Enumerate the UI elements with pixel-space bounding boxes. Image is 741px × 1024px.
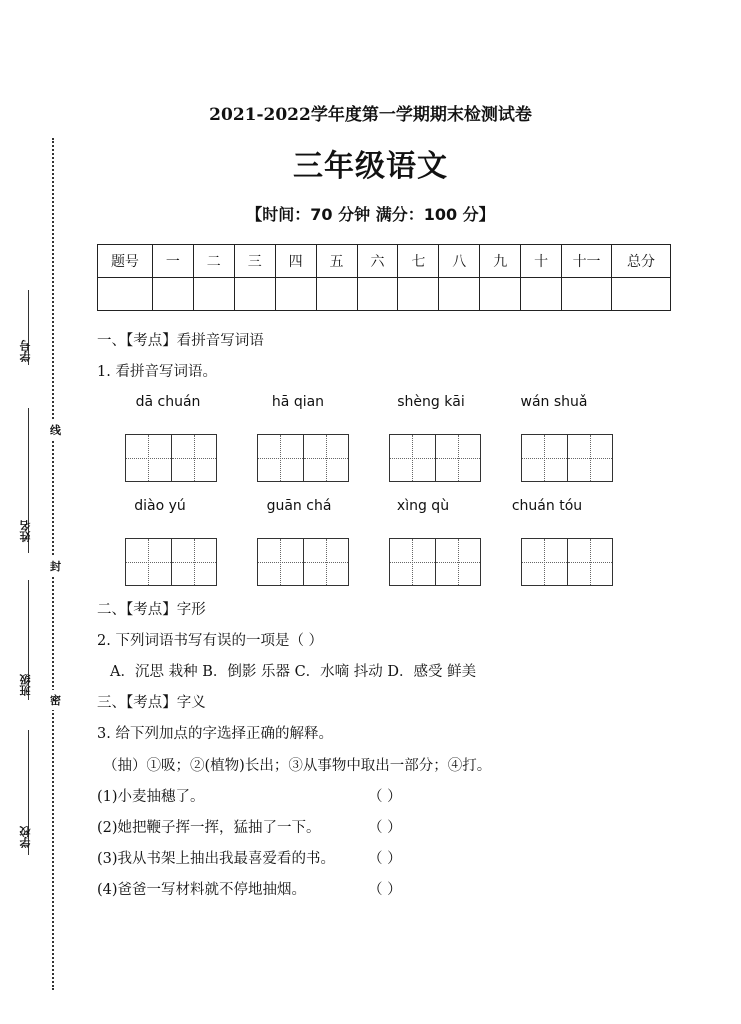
item-sentence: (2)她把鞭子挥一挥，猛抽了一下。: [97, 820, 321, 836]
section3-heading: 三、【考点】字义: [97, 695, 206, 711]
pinyin-label: xìng qù: [396, 498, 450, 514]
header-cell: 十: [521, 245, 562, 278]
header-cell: 八: [439, 245, 480, 278]
pinyin-label: diào yú: [134, 498, 186, 514]
header-cell: 六: [357, 245, 398, 278]
name-label: 姓名: [19, 520, 32, 542]
pinyin-label: guān chá: [266, 498, 332, 514]
header-cell: 十一: [562, 245, 612, 278]
writing-grid[interactable]: [257, 434, 349, 482]
answer-blank[interactable]: （ ）: [368, 820, 402, 836]
score-cell[interactable]: [521, 278, 562, 311]
section1-heading: 一、【考点】看拼音写词语: [97, 333, 264, 349]
question-2: 2. 下列词语书写有误的一项是（ ）: [97, 633, 324, 649]
writing-grid[interactable]: [125, 538, 217, 586]
exam-title: 2021-2022学年度第一学期期末检测试卷: [209, 105, 532, 125]
question-3: 3. 给下列加点的字选择正确的解释。: [97, 726, 333, 742]
subject-title: 三年级语文: [293, 149, 448, 184]
score-cell[interactable]: [234, 278, 275, 311]
score-cell[interactable]: [439, 278, 480, 311]
score-table-score-row: [98, 278, 671, 311]
student-id-label: 学号: [19, 340, 32, 362]
header-cell: 九: [480, 245, 521, 278]
pinyin-label: wán shuǎ: [520, 394, 588, 410]
score-cell[interactable]: [612, 278, 671, 311]
header-cell: 总分: [612, 245, 671, 278]
score-cell[interactable]: [480, 278, 521, 311]
header-cell: 二: [193, 245, 234, 278]
question-1: 1. 看拼音写词语。: [97, 364, 217, 380]
header-cell: 三: [234, 245, 275, 278]
school-label: 学校: [19, 826, 32, 848]
score-cell[interactable]: [357, 278, 398, 311]
header-cell: 七: [398, 245, 439, 278]
score-cell[interactable]: [562, 278, 612, 311]
section2-heading: 二、【考点】字形: [97, 602, 206, 618]
seal-char-seal: 封: [50, 556, 61, 576]
item-sentence: (3)我从书架上抽出我最喜爱看的书。: [97, 851, 336, 867]
score-cell[interactable]: [398, 278, 439, 311]
answer-blank[interactable]: （ ）: [368, 851, 402, 867]
writing-grid[interactable]: [125, 434, 217, 482]
question-2-options: A．沉思 栽种 B．倒影 乐器 C．水嘀 抖动 D．感受 鲜美: [110, 664, 477, 680]
definitions: （抽）①吸；②(植物)长出；③从事物中取出一部分；④打。: [103, 758, 492, 774]
score-cell[interactable]: [316, 278, 357, 311]
writing-grid[interactable]: [257, 538, 349, 586]
writing-grid[interactable]: [521, 538, 613, 586]
header-cell: 题号: [98, 245, 153, 278]
pinyin-label: hā qian: [271, 394, 325, 410]
header-cell: 四: [275, 245, 316, 278]
answer-blank[interactable]: （ ）: [368, 882, 402, 898]
item-sentence: (1)小麦抽穗了。: [97, 789, 205, 805]
item-sentence: (4)爸爸一写材料就不停地抽烟。: [97, 882, 307, 898]
time-score-info: 【时间：70 分钟 满分：100 分】: [246, 205, 495, 224]
writing-grid[interactable]: [389, 434, 481, 482]
score-cell[interactable]: [98, 278, 153, 311]
score-cell[interactable]: [152, 278, 193, 311]
seal-char-secret: 密: [50, 690, 61, 710]
seal-char-line: 线: [50, 420, 61, 440]
answer-blank[interactable]: （ ）: [368, 789, 402, 805]
header-cell: 五: [316, 245, 357, 278]
writing-grid[interactable]: [389, 538, 481, 586]
class-label: 班级: [19, 674, 32, 696]
score-table-header-row: [98, 245, 671, 278]
score-cell[interactable]: [193, 278, 234, 311]
writing-grid[interactable]: [521, 434, 613, 482]
pinyin-label: chuán tóu: [511, 498, 583, 514]
pinyin-label: shèng kāi: [397, 394, 465, 410]
score-cell[interactable]: [275, 278, 316, 311]
pinyin-label: dā chuán: [135, 394, 201, 410]
header-cell: 一: [152, 245, 193, 278]
score-table: [97, 244, 671, 311]
